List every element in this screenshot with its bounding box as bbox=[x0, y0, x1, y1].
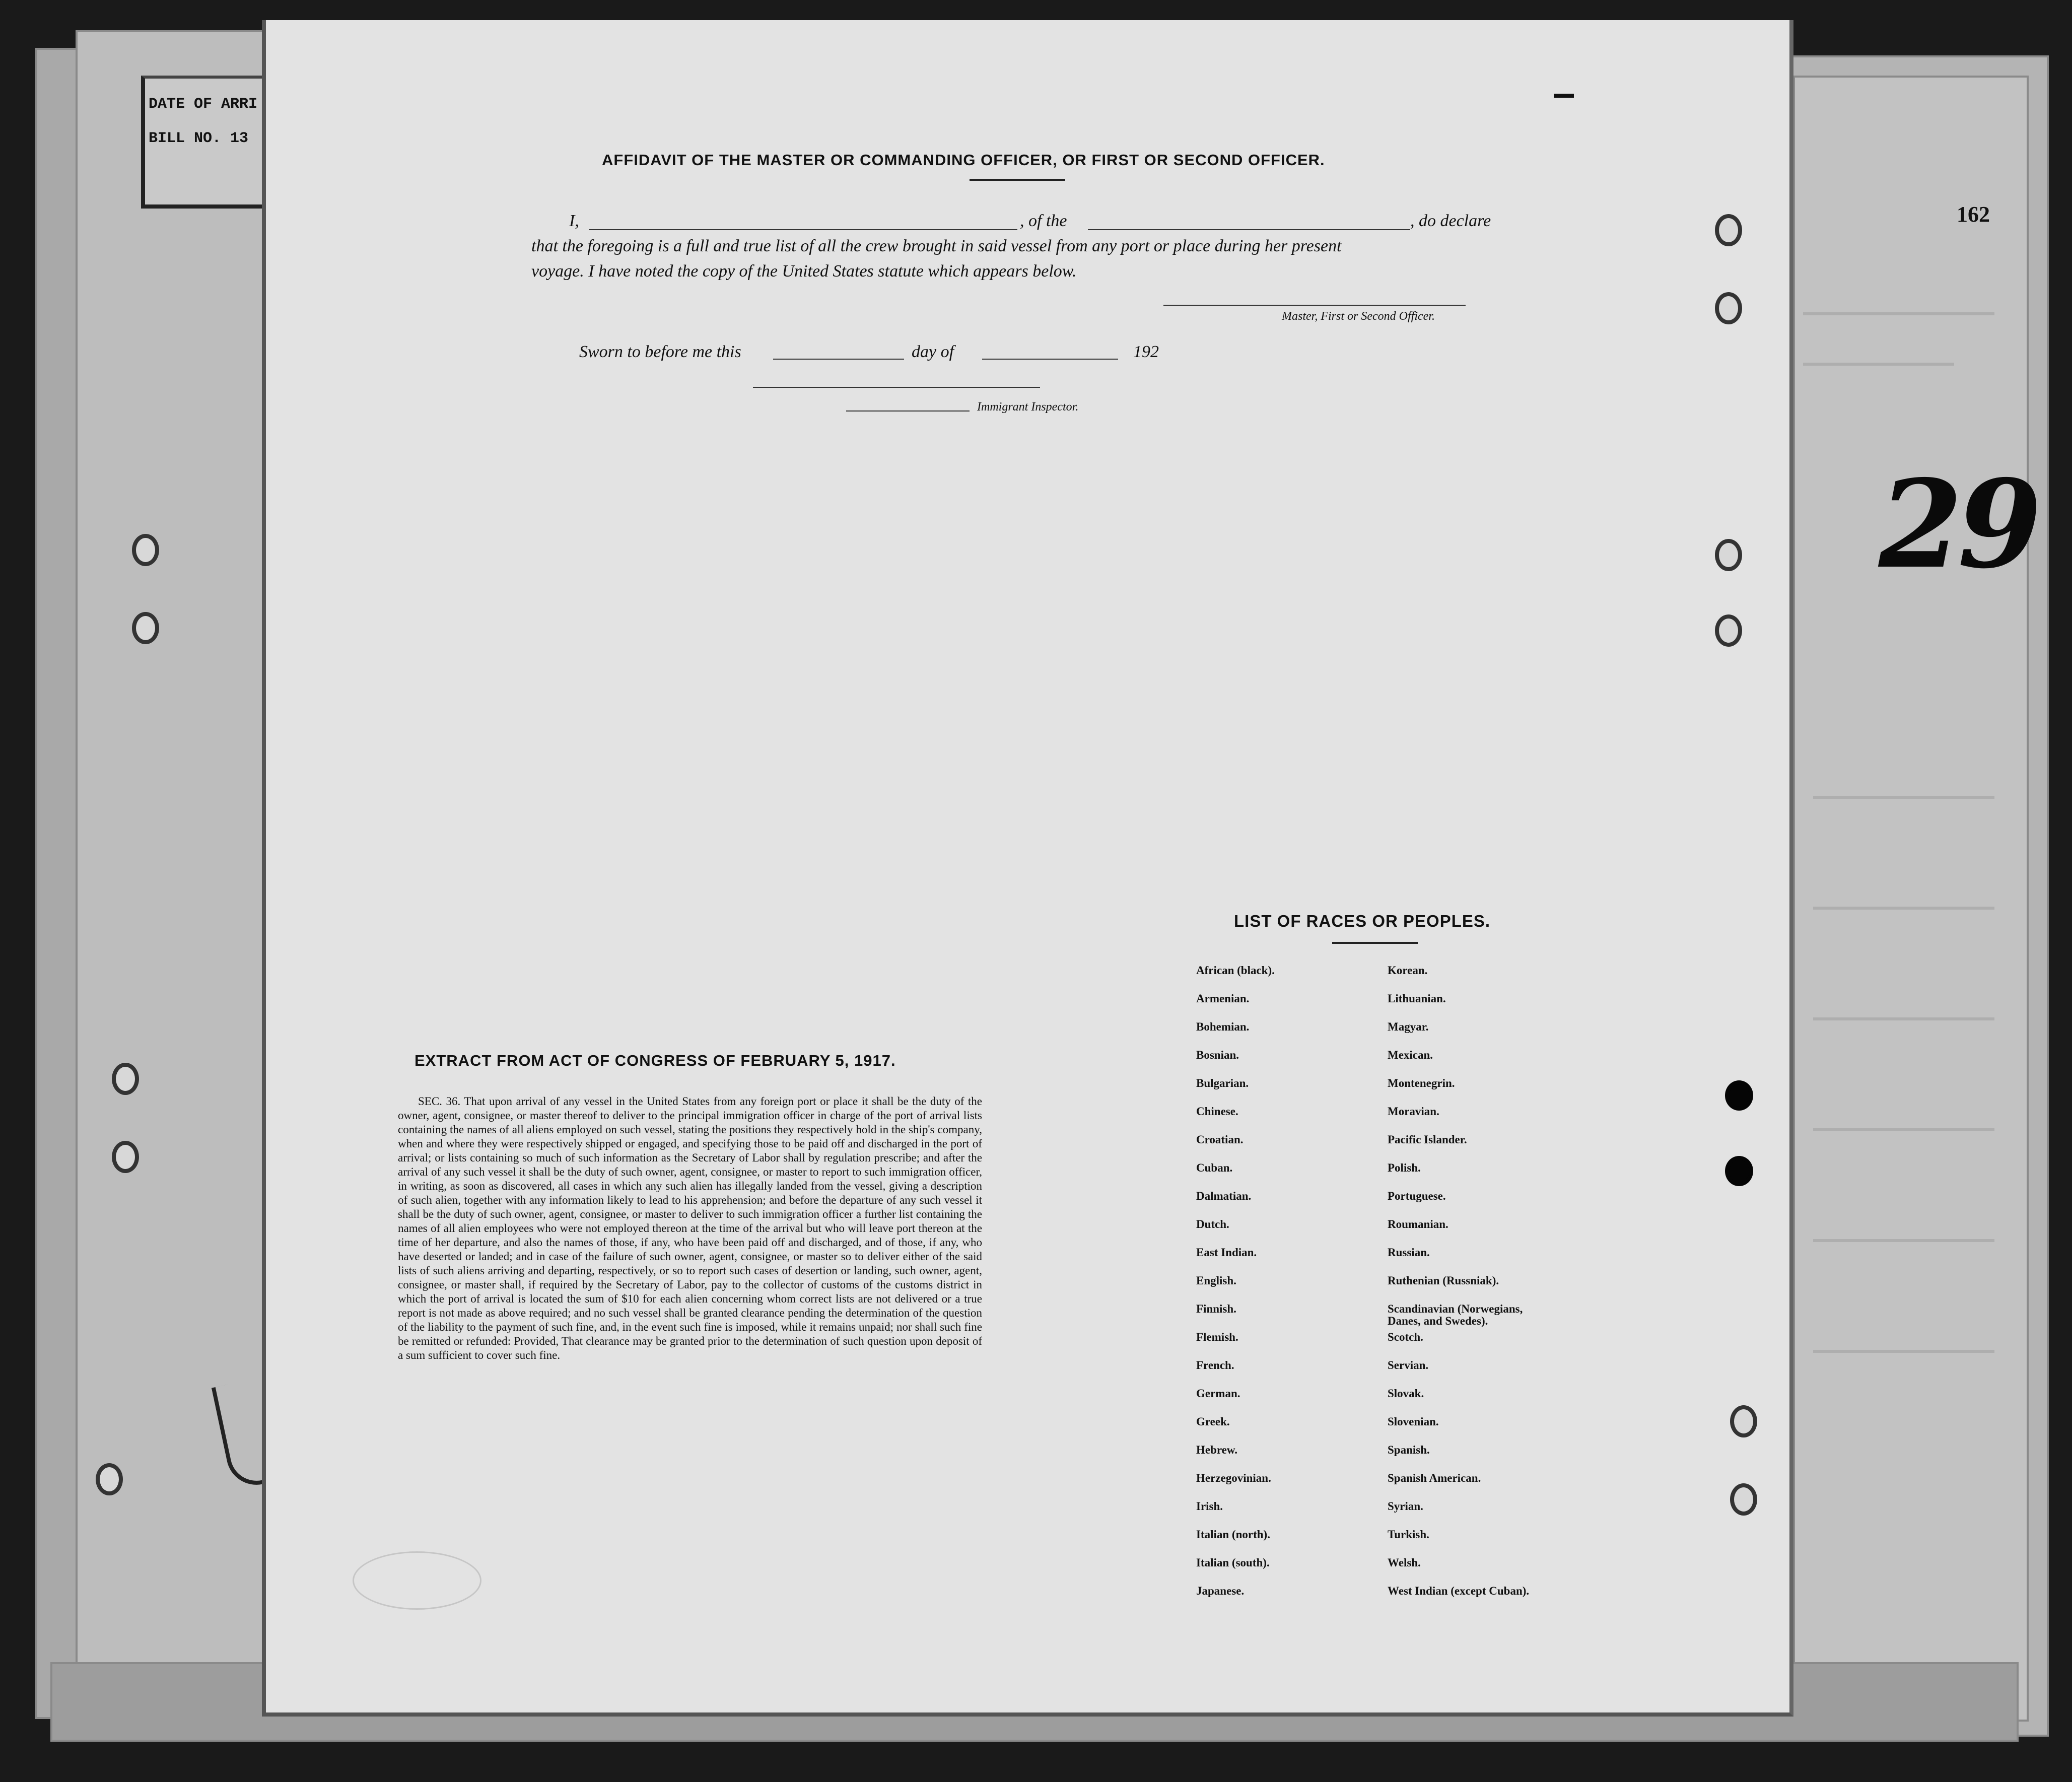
race-item: Italian (south). bbox=[1196, 1556, 1270, 1569]
race-item: Spanish American. bbox=[1388, 1472, 1481, 1484]
race-item: French. bbox=[1196, 1359, 1234, 1372]
punch-hole bbox=[1730, 1483, 1757, 1516]
affidavit-line1-start: I, bbox=[569, 212, 579, 230]
punch-hole bbox=[112, 1063, 139, 1095]
races-column-1 bbox=[1196, 965, 1275, 1613]
punch-hole bbox=[1725, 1080, 1753, 1111]
race-item: Mexican. bbox=[1388, 1049, 1433, 1061]
inspector-signature-blank bbox=[753, 387, 1040, 388]
race-item: East Indian. bbox=[1196, 1246, 1257, 1259]
race-item: Welsh. bbox=[1388, 1556, 1421, 1569]
race-item: Polish. bbox=[1388, 1161, 1421, 1174]
handwritten-number: 29 bbox=[1879, 453, 2037, 595]
faint-row bbox=[1813, 1017, 1994, 1020]
background-page-right-inner bbox=[1793, 76, 2029, 1722]
race-item: Spanish. bbox=[1388, 1444, 1430, 1456]
faint-row bbox=[1813, 1239, 1994, 1242]
punch-hole bbox=[132, 534, 159, 566]
race-item: Bohemian. bbox=[1196, 1020, 1250, 1033]
race-item: Armenian. bbox=[1196, 992, 1250, 1005]
faint-row bbox=[1813, 1128, 1994, 1131]
sworn-day-blank bbox=[773, 359, 904, 360]
race-item: Scotch. bbox=[1388, 1331, 1423, 1343]
race-item: English. bbox=[1196, 1274, 1236, 1287]
punch-hole bbox=[96, 1463, 123, 1495]
race-item: Magyar. bbox=[1388, 1020, 1429, 1033]
stamp-date-label: DATE OF ARRI bbox=[149, 96, 258, 113]
punch-hole bbox=[1715, 214, 1742, 246]
race-item: Slovak. bbox=[1388, 1387, 1424, 1400]
race-item: Flemish. bbox=[1196, 1331, 1238, 1343]
faint-row bbox=[1813, 1350, 1994, 1353]
title-rule bbox=[970, 179, 1065, 181]
faint-row bbox=[1803, 363, 1954, 366]
race-item: Servian. bbox=[1388, 1359, 1429, 1372]
dash-mark bbox=[1554, 94, 1574, 98]
race-item: Turkish. bbox=[1388, 1528, 1429, 1541]
race-item: Scandinavian (Norwegians, Danes, and Swedes). bbox=[1388, 1303, 1523, 1327]
race-item: West Indian (except Cuban). bbox=[1388, 1585, 1530, 1597]
race-item: Cuban. bbox=[1196, 1161, 1233, 1174]
affidavit-title: AFFIDAVIT OF THE MASTER OR COMMANDING OFFICER, OR FIRST OR SECOND OFFICER. bbox=[602, 151, 1325, 169]
extract-title: EXTRACT FROM ACT OF CONGRESS OF FEBRUARY 5, 1917. bbox=[415, 1052, 896, 1069]
inspector-blank-short bbox=[846, 410, 970, 412]
faint-seal bbox=[353, 1551, 481, 1610]
master-name-blank bbox=[589, 229, 1017, 230]
punch-hole bbox=[1725, 1156, 1753, 1186]
punch-hole bbox=[1715, 292, 1742, 324]
signature-blank bbox=[1163, 305, 1466, 306]
page-number: 162 bbox=[1957, 202, 1990, 227]
sworn-year: 192 bbox=[1133, 342, 1159, 361]
race-item: Ruthenian (Russniak). bbox=[1388, 1274, 1499, 1287]
race-item: Italian (north). bbox=[1196, 1528, 1270, 1541]
title-rule bbox=[1332, 942, 1418, 944]
race-item: Montenegrin. bbox=[1388, 1077, 1455, 1089]
race-item: Moravian. bbox=[1388, 1105, 1439, 1118]
race-item: Bosnian. bbox=[1196, 1049, 1239, 1061]
race-item: Lithuanian. bbox=[1388, 992, 1446, 1005]
race-item: Russian. bbox=[1388, 1246, 1430, 1259]
race-item: Roumanian. bbox=[1388, 1218, 1448, 1230]
race-item: Bulgarian. bbox=[1196, 1077, 1249, 1089]
race-item: Chinese. bbox=[1196, 1105, 1238, 1118]
sworn-start: Sworn to before me this bbox=[579, 342, 741, 361]
inspector-label: Immigrant Inspector. bbox=[977, 400, 1079, 414]
sworn-mid: day of bbox=[912, 342, 954, 361]
race-item: Herzegovinian. bbox=[1196, 1472, 1271, 1484]
sworn-month-blank bbox=[982, 359, 1118, 360]
affidavit-line1-end: , do declare bbox=[1410, 212, 1491, 230]
extract-paragraph: SEC. 36. That upon arrival of any vessel in the United States from any foreign port or place it shall be the duty of the owner, agent, consignee, or master thereof to deliver to the principal immigration officer in charge of the port of arrival lists containing the names of all aliens employed on such vessel, stating the positions they respectively hold in the ship's company, when and where they were respectively shipped or engaged, and specifying those to be paid off and discharged in the port of arrival; or lists containing so much of such information as the Secretary of Labor shall by regulation prescribe; and after the arrival of any such vessel it shall be the duty of such owner, agent, consignee, or master to report to such immigration officer, in writing, as soon as discovered, all cases in which any such alien has illegally landed from the vessel, giving a description of such alien, together with any information likely to lead to his apprehension; and before the departure of any such vessel it shall be the duty of such owner, agent, consignee, or master to deliver to such immigration officer a further list containing the names of all alien employees who were not employed thereon at the time of the arrival but who will leave port thereon at the time of her departure, and also the names of those, if any, who have been paid off and discharged, and of those, if any, who have deserted or landed; and in case of the failure of such owner, agent, consignee, or master so to deliver either of the said lists of such aliens arriving and departing, respectively, or so to report such cases of desertion or landing, such owner, agent, consignee, or master shall, if required by the Secretary of Labor, pay to the collector of customs of the customs district in which the port of arrival is located the sum of $10 for each alien concerning whom correct lists are not delivered or a true report is not made as above required; and no such vessel shall be granted clearance pending the determination of the question of the liability to the payment of such fine, and, in the event such fine is imposed, while it remains unpaid; nor shall such fine be remitted or refunded: Provided, That clearance may be granted prior to the determination of such question upon deposit of a sum sufficient to cover such fine. bbox=[398, 1095, 982, 1361]
punch-hole bbox=[1715, 614, 1742, 647]
signature-label: Master, First or Second Officer. bbox=[1282, 310, 1435, 323]
affidavit-line3: voyage. I have noted the copy of the United States statute which appears below. bbox=[531, 262, 1077, 281]
race-item: Pacific Islander. bbox=[1388, 1133, 1467, 1146]
faint-row bbox=[1813, 907, 1994, 910]
faint-row bbox=[1813, 796, 1994, 799]
punch-hole bbox=[1715, 539, 1742, 571]
punch-hole bbox=[1730, 1405, 1757, 1437]
race-item: German. bbox=[1196, 1387, 1240, 1400]
race-item: Syrian. bbox=[1388, 1500, 1423, 1513]
race-item: Greek. bbox=[1196, 1415, 1230, 1428]
race-item: African (black). bbox=[1196, 964, 1275, 977]
races-column-2 bbox=[1388, 965, 1529, 1613]
race-item: Hebrew. bbox=[1196, 1444, 1237, 1456]
punch-hole bbox=[112, 1141, 139, 1173]
race-item: Croatian. bbox=[1196, 1133, 1244, 1146]
faint-row bbox=[1803, 312, 1994, 315]
race-item: Japanese. bbox=[1196, 1585, 1245, 1597]
vessel-name-blank bbox=[1088, 229, 1410, 230]
race-item: Irish. bbox=[1196, 1500, 1223, 1513]
race-item: Dutch. bbox=[1196, 1218, 1229, 1230]
affidavit-line2: that the foregoing is a full and true list of all the crew brought in said vessel from any port or place during her present bbox=[531, 237, 1342, 255]
races-title: LIST OF RACES OR PEOPLES. bbox=[1234, 912, 1491, 930]
race-item: Portuguese. bbox=[1388, 1190, 1446, 1202]
affidavit-line1-mid: , of the bbox=[1020, 212, 1067, 230]
extract-body bbox=[398, 1094, 982, 1362]
race-item: Korean. bbox=[1388, 964, 1428, 977]
race-item: Dalmatian. bbox=[1196, 1190, 1252, 1202]
stamp-bill-label: BILL NO. 13 bbox=[149, 130, 249, 147]
punch-hole bbox=[132, 612, 159, 644]
race-item: Slovenian. bbox=[1388, 1415, 1439, 1428]
race-item: Finnish. bbox=[1196, 1303, 1236, 1315]
